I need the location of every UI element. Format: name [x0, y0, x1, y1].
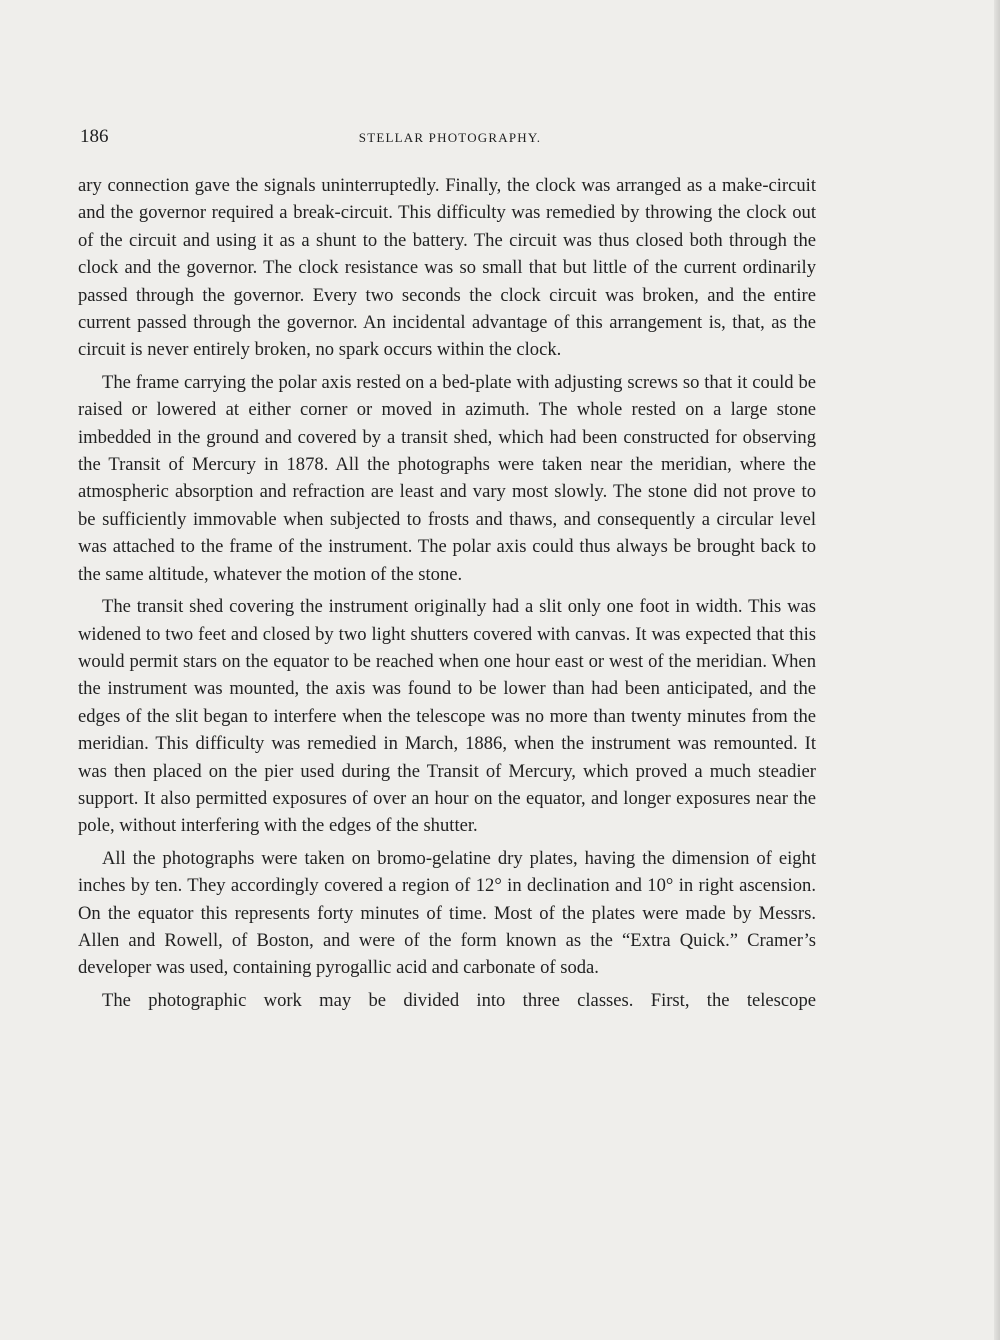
- paragraph-5: The photographic work may be divided into three classes. First, the telescope: [102, 989, 816, 1011]
- page-number: 186: [80, 126, 109, 147]
- paragraph-2: The frame carrying the polar axis rested on a bed-plate with adjusting screws so that it could be raised or lowered at either corner or moved in azimuth. The whole rested on a large stone imbedded in the ground and covered by a transit shed, which had been constructed for observing the Transit of Mercury in 1878. All the photographs were taken near the meridian, where the atmospheric absorption and refraction are least and vary most slowly. The stone did not prove to be sufficiently immovable when subjected to frosts and thaws, and consequently a circular level was attached to the frame of the instrument. The polar axis could thus always be brought back to the same altitude, whatever the motion of the stone.: [78, 371, 816, 585]
- paragraph-3: The transit shed covering the instrument originally had a slit only one foot in width. This was widened to two feet and closed by two light shutters covered with canvas. It was expected that this would permit stars on the equator to be reached when one hour east or west of the meridian. When the instrument was mounted, the axis was found to be lower than had been anticipated, and the edges of the slit began to interfere when the telescope was no more than twenty minutes from the meridian. This difficulty was remedied in March, 1886, when the instrument was remounted. It was then placed on the pier used during the Transit of Mercury, which proved a much steadier support. It also permitted exposures of over an hour on the equator, and longer exposures near the pole, without interfering with the edges of the shutter.: [78, 596, 816, 837]
- page-edge-shadow: [994, 0, 1000, 1340]
- paragraph-1: ary connection gave the signals uninterruptedly. Finally, the clock was arranged as a make-circuit and the governor required a break-circuit. This difficulty was remedied by throwing the clock out of the circuit and using it as a shunt to the battery. The circuit was thus closed both through the clock and the governor. The clock resistance was so small that but little of the current ordinarily passed through the governor. Every two seconds the clock circuit was broken, and the entire current passed through the governor. An incidental advantage of this arrangement is, that, as the circuit is never entirely broken, no spark occurs within the clock.: [78, 175, 816, 361]
- page-header: [80, 126, 820, 154]
- running-head: STELLAR PHOTOGRAPHY.: [358, 130, 542, 145]
- paragraph-4: All the photographs were taken on bromo-gelatine dry plates, having the dimension of eight inches by ten. They accordingly covered a region of 12° in declination and 10° in right ascension. On the equator this represents forty minutes of time. Most of the plates were made by Messrs. Allen and Rowell, of Boston, and were of the form known as the “Extra Quick.” Cramer’s developer was used, containing pyrogallic acid and carbonate of soda.: [78, 847, 816, 979]
- body-text: [78, 172, 816, 1014]
